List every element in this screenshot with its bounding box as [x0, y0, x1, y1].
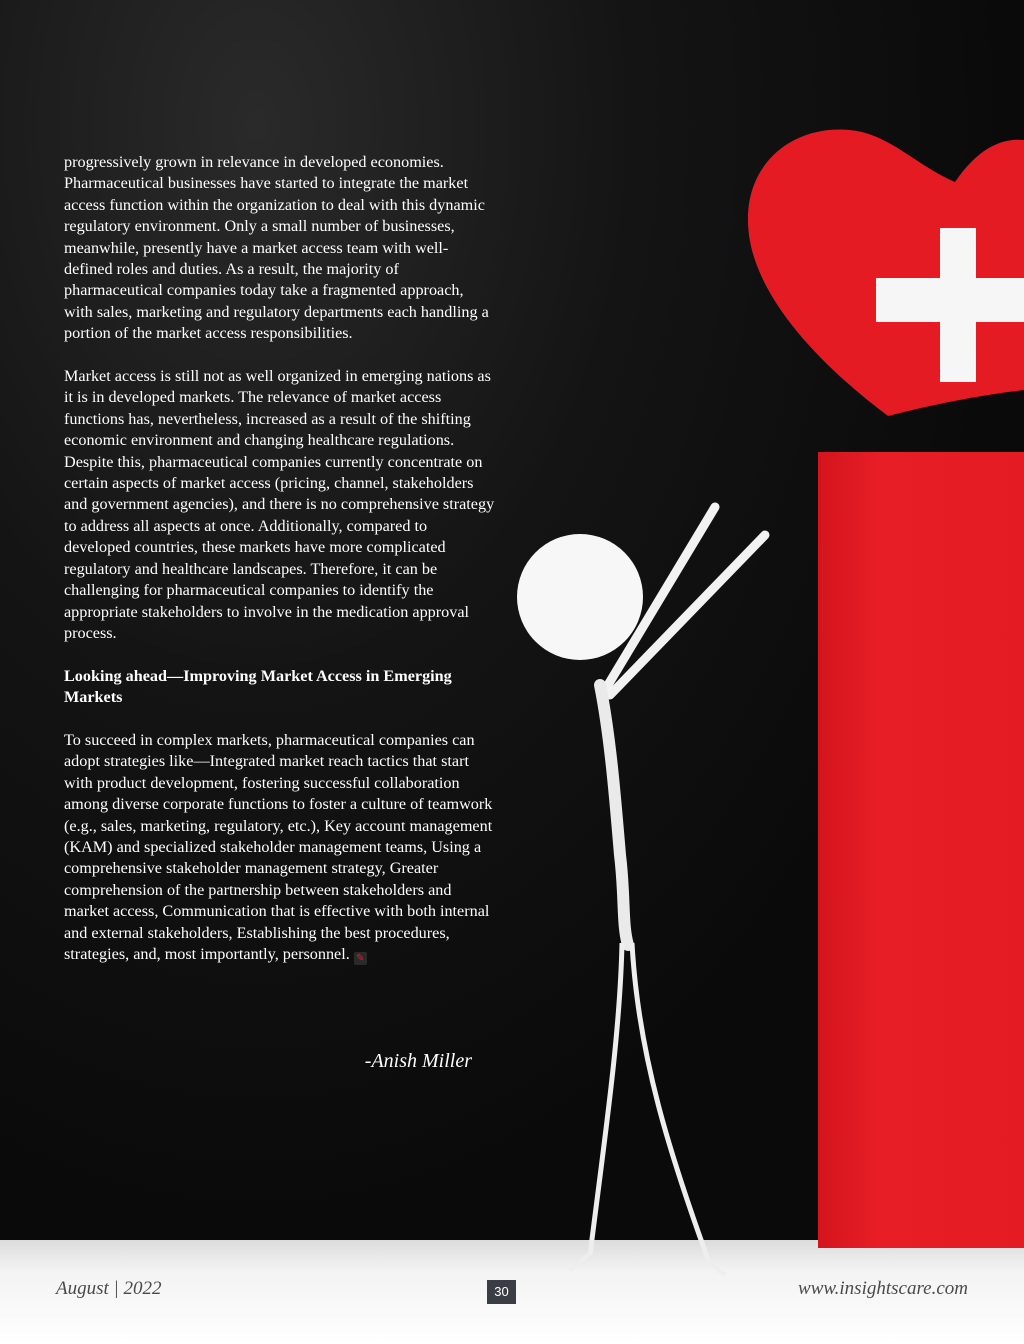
stick-figure-illustration — [510, 495, 780, 1285]
article-paragraph: progressively grown in relevance in developed economies. Pharmaceutical businesses have started to integrate the market access function within the organization to deal with this dynamic regulatory environment. Only a small number of businesses, meanwhile, presently have a market access team with well-defined roles and duties. As a result, the majority of pharmaceutical companies today take a fragmented approach, with sales, marketing and regulatory departments each handling a portion of the market access responsibilities. — [64, 153, 489, 343]
author-byline: -Anish Miller — [364, 1050, 472, 1072]
red-block — [818, 452, 1024, 1248]
footer-website[interactable]: www.insightscare.com — [798, 1278, 968, 1299]
article-body — [64, 152, 496, 987]
end-mark-icon: ✎ — [354, 952, 367, 965]
heart-cross-icon — [740, 120, 1024, 420]
closing-text: To succeed in complex markets, pharmaceutical companies can adopt strategies like—Integrated market reach tactics that start with product development, fostering successful collaboration among diverse corporate functions to foster a culture of teamwork (e.g., sales, marketing, regulatory, etc.), Key account management (KAM) and specialized stakeholder management teams, Using a comprehensive stakeholder management strategy, Greater comprehension of the partnership between stakeholders and market access, Communication that is effective with both internal and external stakeholders, Establishing the best procedures, strategies, and, most importantly, personnel. — [64, 730, 493, 963]
page-number: 30 — [487, 1280, 516, 1304]
section-heading: Looking ahead—Improving Market Access in Emerging Markets — [64, 666, 452, 707]
article-paragraph-closing — [64, 730, 496, 965]
article-paragraph: Market access is still not as well organized in emerging nations as it is in developed markets. The relevance of market access functions has, nevertheless, increased as a result of the shifting economic environment and changing healthcare regulations. Despite this, pharmaceutical companies currently concentrate on certain aspects of market access (pricing, channel, stakeholders and government agencies), and there is no comprehensive strategy to address all aspects at once. Additionally, compared to developed countries, these markets have more complicated regulatory and healthcare landscapes. Therefore, it can be challenging for pharmaceutical companies to identify the appropriate stakeholders to involve in the medication approval process. — [64, 367, 495, 642]
footer-issue-date: August | 2022 — [56, 1278, 162, 1299]
